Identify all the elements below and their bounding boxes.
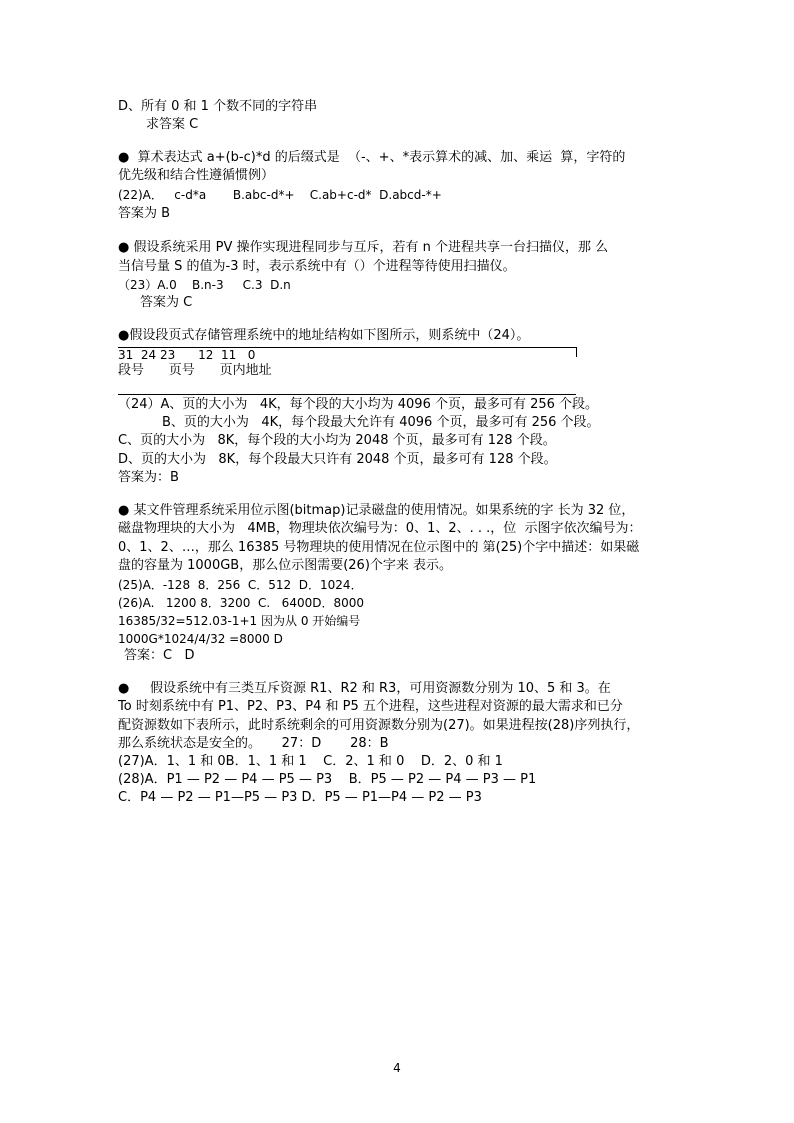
options-line: (27)A．1、1 和 0B．1、1 和 1 C．2、1 和 0 D．2、0 和 1: [118, 754, 503, 769]
answer-line: 答案为 B: [118, 206, 171, 221]
options-line: C、页的大小为 8K，每个段的大小均为 2048 个页，最多可有 128 个段。: [118, 433, 556, 448]
text-line: 配资源数如下表所示，此时系统剩余的可用资源数分别为(27)。如果进程按(28)序列执行，: [118, 718, 640, 733]
text-line: 当信号量 S 的值为-3 时，表示系统中有（）个进程等待使用扫描仪。: [118, 259, 516, 274]
question-bullet-line: ● 假设系统中有三类互斥资源 R1、R2 和 R3，可用资源数分别为 10、5 和 3。在: [118, 681, 611, 696]
text-line: 优先级和结合性遵循惯例）: [118, 168, 275, 183]
text-line: 0、1、2、…，那么 16385 号物理块的使用情况在位示图中的 第(25)个字中描述：如果磁: [118, 540, 640, 555]
question-bullet-line: ● 某文件管理系统采用位示图(bitmap)记录磁盘的使用情况。如果系统的字 长为 32 位，: [118, 503, 635, 518]
page-number: 4: [393, 1061, 401, 1075]
options-line: （23）A.0 B.n-3 C.3 D.n: [118, 278, 291, 292]
question-bullet-line: ●假设段页式存储管理系统中的地址结构如下图所示，则系统中（24）。: [118, 328, 530, 343]
answer-line: 答案为：B: [118, 470, 179, 485]
text-line: 磁盘物理块的大小为 4MB，物理块依次编号为：0、1、2、. . .，位 示图字依次编号为：: [118, 521, 642, 536]
options-line: (22)A． c-d*a B.abc-d*+ C.ab+c-d* D.abcd-*+: [118, 188, 442, 202]
address-structure-bottom-border: [118, 394, 576, 395]
options-line: (25)A．-128 8．256 C．512 D．1024．: [118, 578, 363, 592]
options-line: B、页的大小为 4K，每个段最大允许有 4096 个页，最多可有 256 个段。: [162, 415, 600, 430]
answer-line: 答案：C D: [124, 648, 195, 663]
question-bullet-line: ● 算术表达式 a+(b-c)*d 的后缀式是 （-、+、*表示算术的减、加、乘运 算，字符的: [118, 150, 626, 165]
answer-line: 答案为 C: [140, 295, 193, 310]
text-line: 盘的容量为 1000GB，那么位示图需要(26)个字来 表示。: [118, 558, 453, 573]
address-bit-positions: 31 24 23 12 11 0: [118, 348, 256, 362]
address-structure-right-border: [576, 347, 577, 357]
text-line: D、所有 0 和 1 个数不同的字符串: [118, 99, 318, 114]
question-bullet-line: ● 假设系统采用 PV 操作实现进程同步与互斥，若有 n 个进程共享一台扫描仪，那 么: [118, 240, 609, 255]
text-line: 求答案 C: [146, 117, 199, 132]
options-line: (28)A．P1 — P2 — P4 — P5 — P3 B．P5 — P2 — P4 — P3 — P1: [118, 772, 537, 787]
text-line: 16385/32=512.03-1+1 因为从 0 开始编号: [118, 614, 361, 628]
options-line: C．P4 — P2 — P1—P5 — P3 D．P5 — P1—P4 — P2 — P3: [118, 790, 482, 805]
options-line: （24）A、页的大小为 4K，每个段的大小均为 4096 个页，最多可有 256 个段。: [118, 397, 599, 412]
address-field-labels: 段号 页号 页内地址: [118, 363, 272, 378]
text-line: To 时刻系统中有 P1、P2、P3、P4 和 P5 五个进程，这些进程对资源的最大需求和已分: [118, 699, 623, 714]
text-line: 那么系统状态是安全的。 27：D 28：B: [118, 736, 389, 751]
options-line: D、页的大小为 8K，每个段最大只许有 2048 个页，最多可有 128 个段。: [118, 452, 557, 467]
options-line: (26)A. 1200 8．3200 C. 6400D．8000: [118, 596, 365, 610]
text-line: 1000G*1024/4/32 =8000 D: [118, 632, 283, 646]
